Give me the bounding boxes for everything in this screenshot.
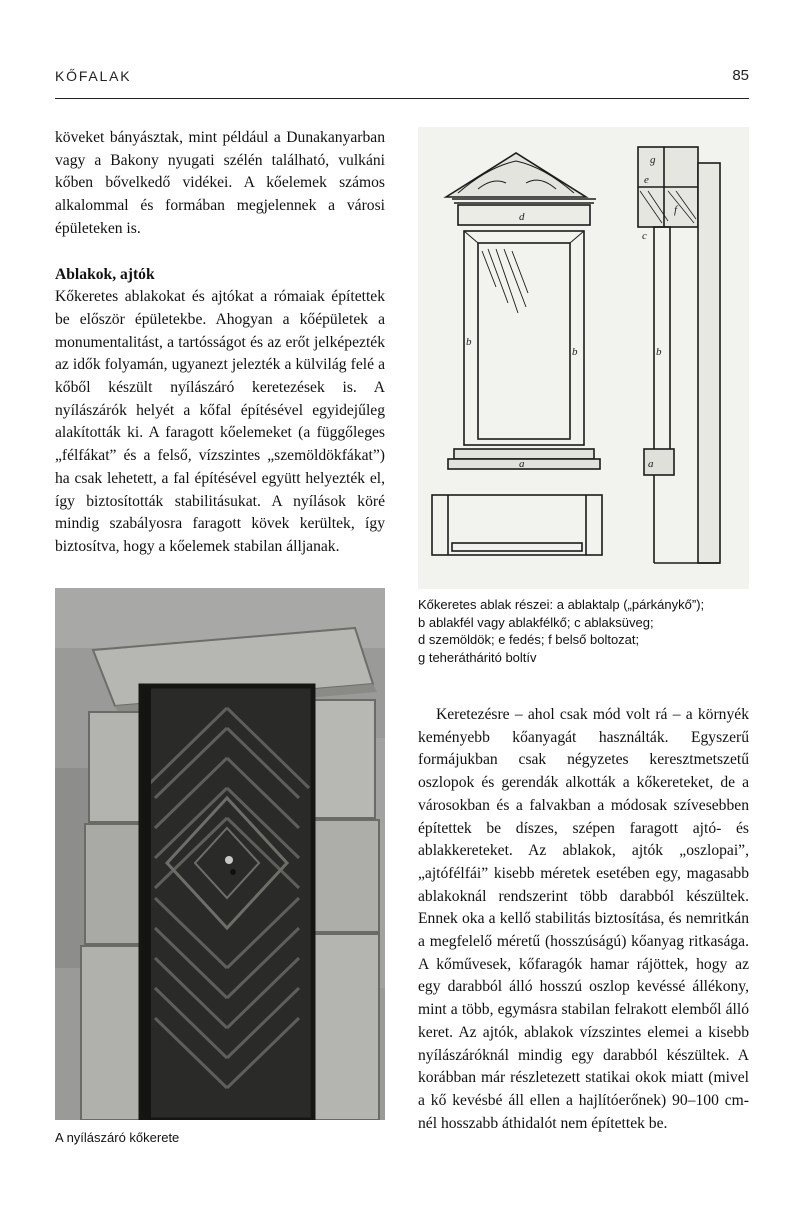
running-header [55,68,749,99]
label-b-section: b [656,346,662,358]
diagram-caption [418,596,749,666]
diagram-caption-line: g teherátháritó boltív [418,649,537,665]
section-title: KŐFALAK [55,68,132,84]
section-paragraph: Kőkeretes ablakokat és ajtókat a rómaiak építettek be először épületekbe. Ahogyan a kőépületek a monumentalitást, a tartósságot és az erőt jelképezték az idők folyamán, ugyanezt jelezték a külvilág felé a kőből készült nyílászáró keretezések is. A nyílászárók helyét a kőfal építésével egyidejűleg alakították ki. A faragott kőelemeket (a függőleges „félfákat” és a felső, vízszintes „szemöldökfákat”) ha csak lehetett, a fal építésével együtt helyezték el, így biztosították stabilitásukat. A nyílások köré mindig szabályosra faragott kövek kerültek, így biztosítva, hogy a kőelemek stabilan álljanak. [55,288,385,555]
door-photo [55,588,385,1120]
label-e: e [644,174,649,186]
right-text-column [418,704,749,1135]
photo-caption: A nyílászáró kőkerete [55,1130,180,1145]
diagram-caption-line: Kőkeretes ablak részei: a ablaktalp („párkánykő”); [418,597,705,612]
label-f: f [674,204,678,216]
section-heading: Ablakok, ajtók [55,265,155,283]
page-number: 85 [732,67,749,84]
door-photo-illustration [55,588,385,1120]
label-d: d [519,211,525,223]
window-diagram-illustration [418,127,749,589]
diagram-caption-line: d szemöldök; e fedés; f belső boltozat; [418,632,640,647]
label-b-left: b [466,336,472,348]
label-c: c [642,230,647,242]
label-a: a [519,458,525,470]
label-a-section: a [648,458,654,470]
left-text-column [55,127,385,559]
window-diagram [418,127,749,589]
label-g: g [650,154,656,166]
diagram-caption-line: b ablakfél vagy ablakfélkő; c ablaksüveg; [418,614,654,630]
intro-paragraph: köveket bányásztak, mint például a Dunakanyarban vagy a Bakony nyugati szélén található, vulkáni kőben bővelkedő vidékei. A kőelemek számos alkalommal és formában megjelennek a városi épületeken is. [55,129,385,237]
label-b-right: b [572,346,578,358]
right-paragraph: Keretezésre – ahol csak mód volt rá – a környék keményebb kőanyagát használták. Egyszerű formájukban csak négyzetes keresztmetszetű oszlopok és gerendák alkották a kőkereteket, de a városokban és a falvakban a módosak szívesebben építettek be díszes, szépen faragott ajtó- és ablakkereteket. Az ablakok, ajtók „oszlopai”, „ajtófélfái” kisebb méretek esetében egy, magasabb ablakoknál rendszerint több darabból készültek. Ennek oka a kellő stabilitás biztosítása, és nemritkán a megfelelő méretű (hosszúságú) kőanyag ritkasága. A kőművesek, kőfaragók hamar rájöttek, hogy az egy darabból álló hosszú oszlop kevéssé állékony, mint a több, egymásra stabilan felrakott elemből álló keret. Az ajtók, ablakok vízszintes elemei a kisebb nyílászáróknál mindig egy darabból készültek. A korábban már részletezett statikai okok miatt (mivel a kő kevésbé áll ellen a hajlítóerőnek) 90–100 cm-nél hosszabb áthidalót nem építettek be. [418,706,749,1132]
